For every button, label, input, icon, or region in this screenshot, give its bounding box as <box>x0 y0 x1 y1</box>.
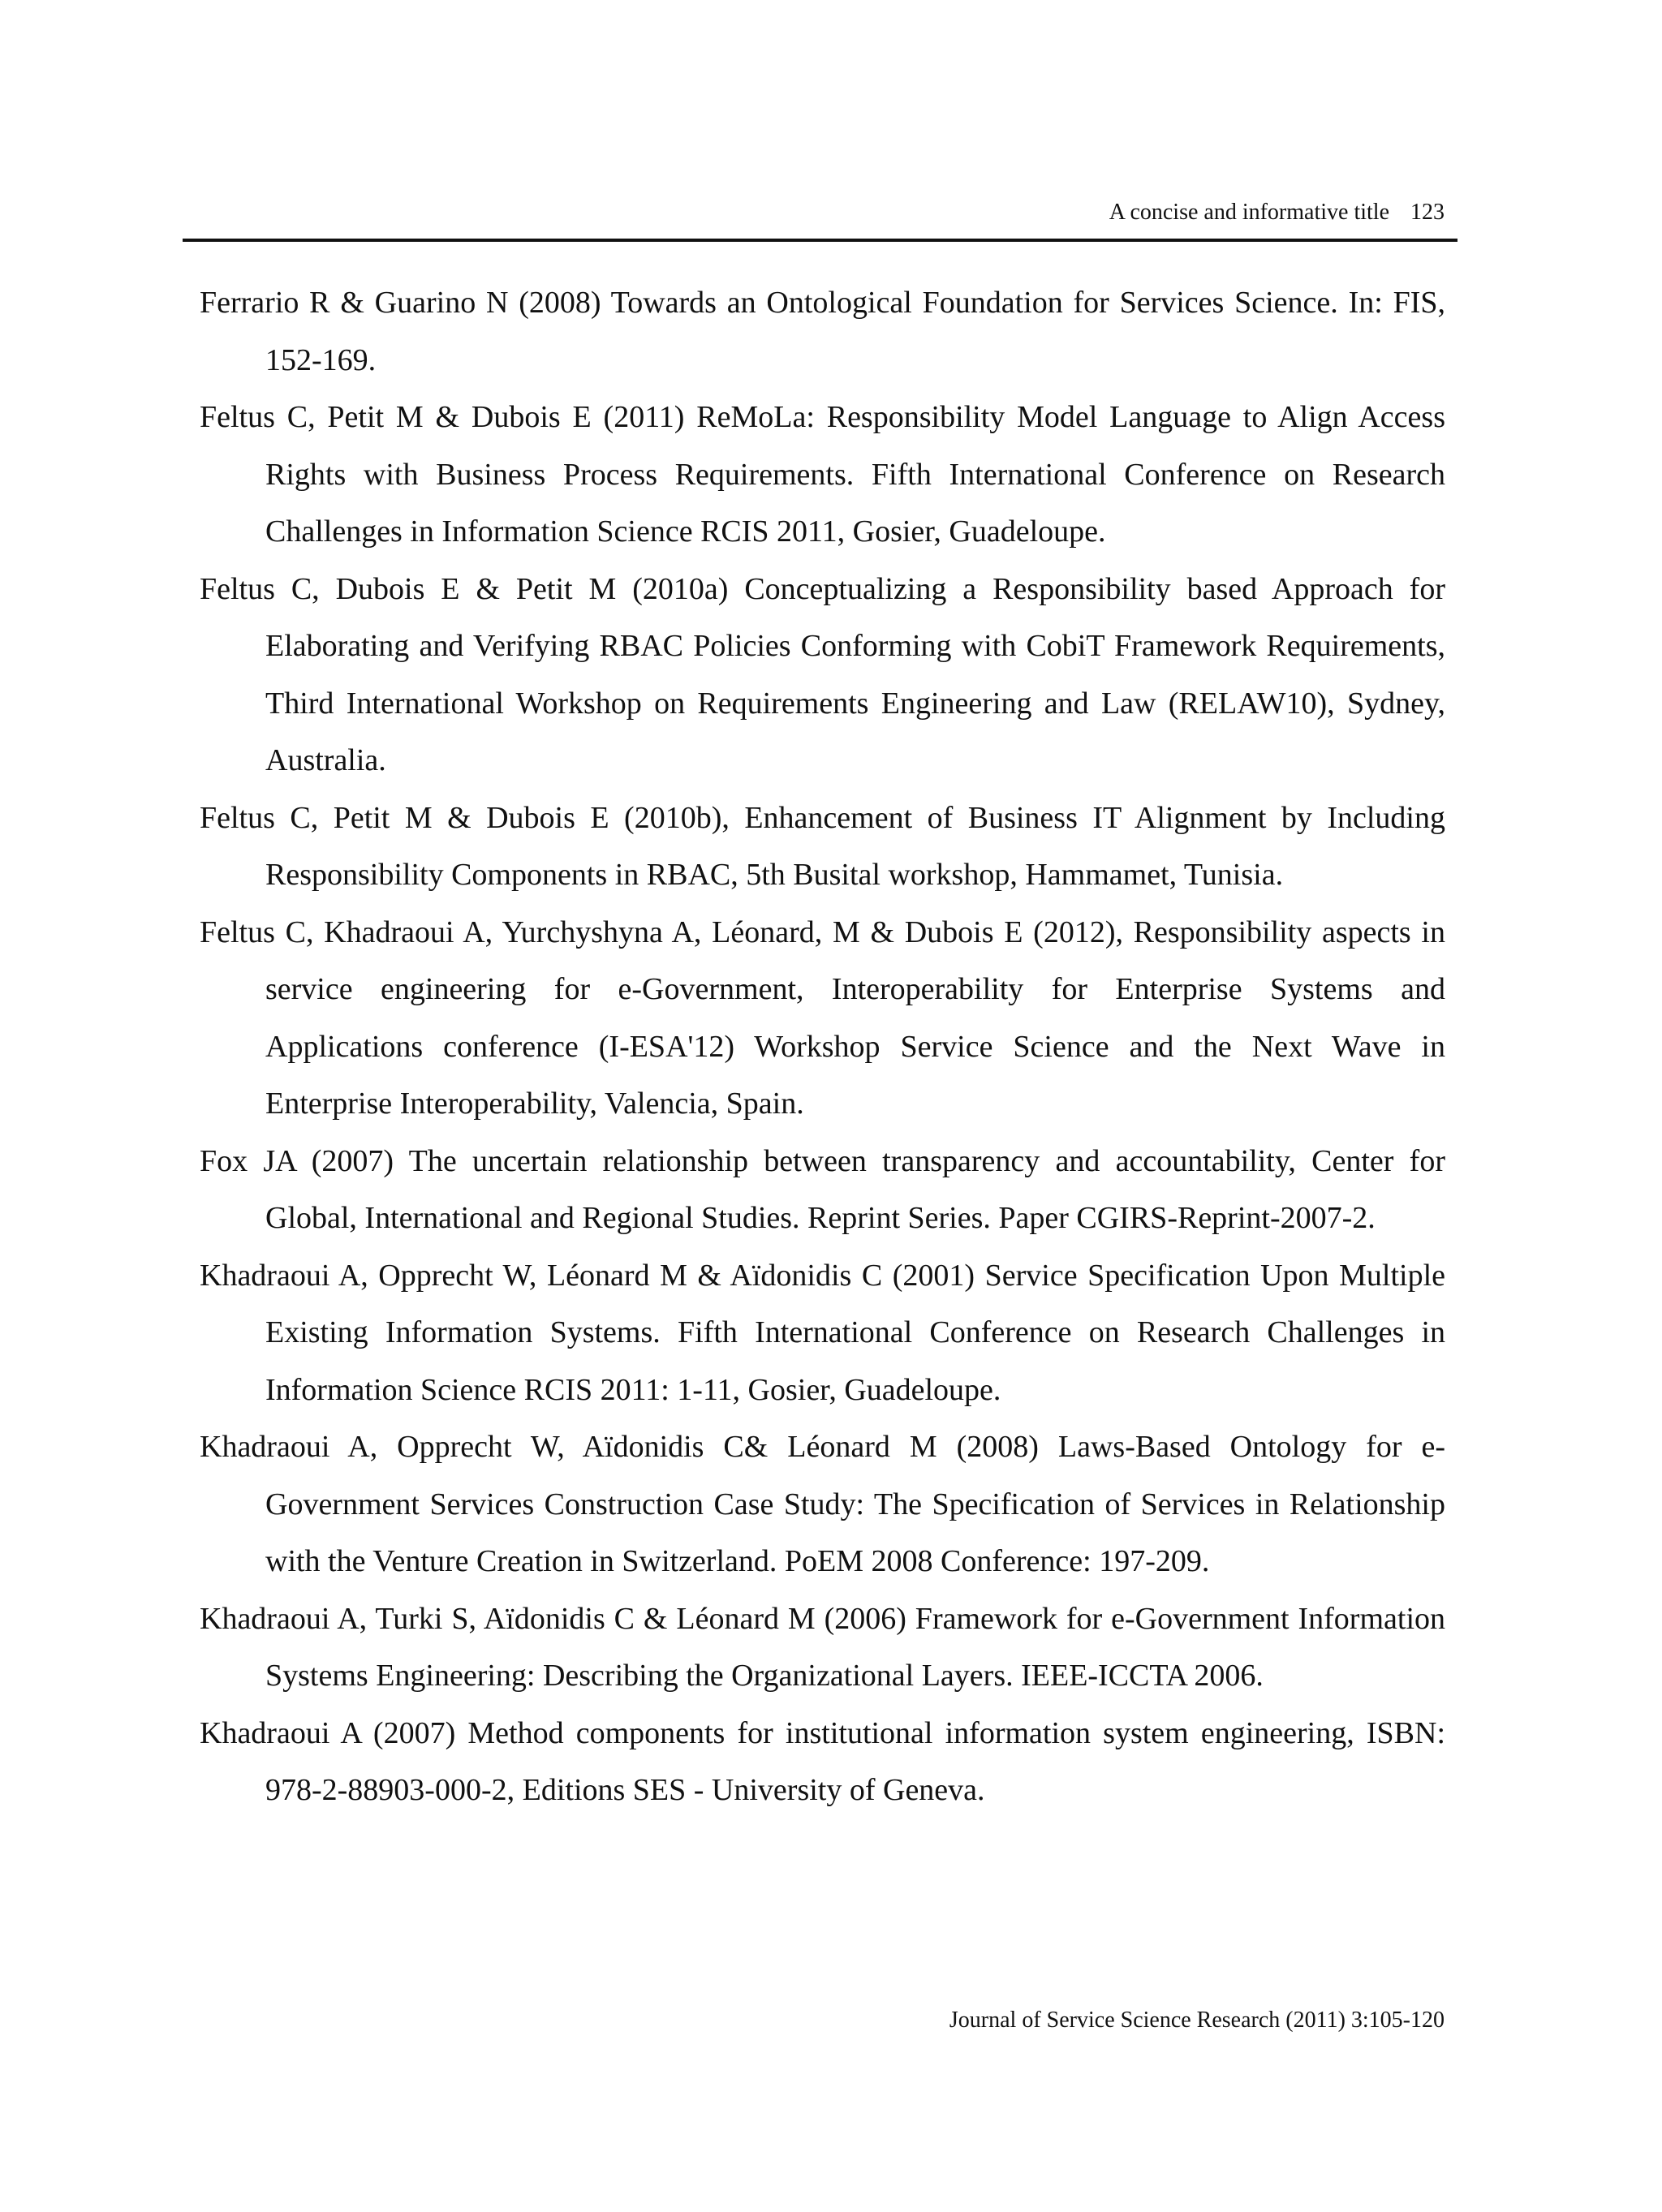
reference-entry: Feltus C, Khadraoui A, Yurchyshyna A, Léonard, M & Dubois E (2012), Responsibility aspects in service engineering for e-Government, Interoperability for Enterprise Systems and Applications conference (I-ESA'12) Workshop Service Science and the Next Wave in Enterprise Interoperability, Valencia, Spain. <box>200 914 1445 1121</box>
reference-entry: Feltus C, Petit M & Dubois E (2010b), Enhancement of Business IT Alignment by Including Responsibility Components in RBAC, 5th Busital workshop, Hammamet, Tunisia. <box>200 800 1445 892</box>
reference-entry: Khadraoui A, Turki S, Aïdonidis C & Léonard M (2006) Framework for e-Government Information Systems Engineering: Describing the Organizational Layers. IEEE-ICCTA 2006. <box>200 1601 1445 1693</box>
running-header <box>183 198 1445 227</box>
reference-entry: Ferrario R & Guarino N (2008) Towards an Ontological Foundation for Services Science. In: FIS, 152-169. <box>200 286 1445 377</box>
reference-entry: Khadraoui A, Opprecht W, Léonard M & Aïdonidis C (2001) Service Specification Upon Multiple Existing Information Systems. Fifth International Conference on Research Challenges in Information Science RCIS 2011: 1-11, Gosier, Guadeloupe. <box>200 1258 1445 1407</box>
reference-entry: Khadraoui A (2007) Method components for institutional information system engineering, ISBN: 978-2-88903-000-2, Editions SES - University of Geneva. <box>200 1715 1445 1807</box>
reference-list <box>200 274 1445 1819</box>
reference-entry: Feltus C, Dubois E & Petit M (2010a) Conceptualizing a Responsibility based Approach for Elaborating and Verifying RBAC Policies Conforming with CobiT Framework Requirements, Third International Workshop on Requirements Engineering and Law (RELAW10), Sydney, Australia. <box>200 571 1445 777</box>
journal-citation-footer: Journal of Service Science Research (2011) 3:105-120 <box>949 2008 1445 2033</box>
running-title: A concise and informative title <box>1109 200 1389 225</box>
page-number: 123 <box>1410 200 1445 225</box>
reference-entry: Feltus C, Petit M & Dubois E (2011) ReMoLa: Responsibility Model Language to Align Access Rights with Business Process Requirements. Fifth International Conference on Research Challenges in Information Science RCIS 2011, Gosier, Guadeloupe. <box>200 400 1445 549</box>
header-rule <box>183 239 1457 242</box>
reference-entry: Khadraoui A, Opprecht W, Aïdonidis C& Léonard M (2008) Laws-Based Ontology for e-Government Services Construction Case Study: The Specification of Services in Relationship with the Venture Creation in Switzerland. PoEM 2008 Conference: 197-209. <box>200 1430 1445 1578</box>
reference-entry: Fox JA (2007) The uncertain relationship between transparency and accountability, Center for Global, International and Regional Studies. Reprint Series. Paper CGIRS-Reprint-2007-2. <box>200 1143 1445 1235</box>
